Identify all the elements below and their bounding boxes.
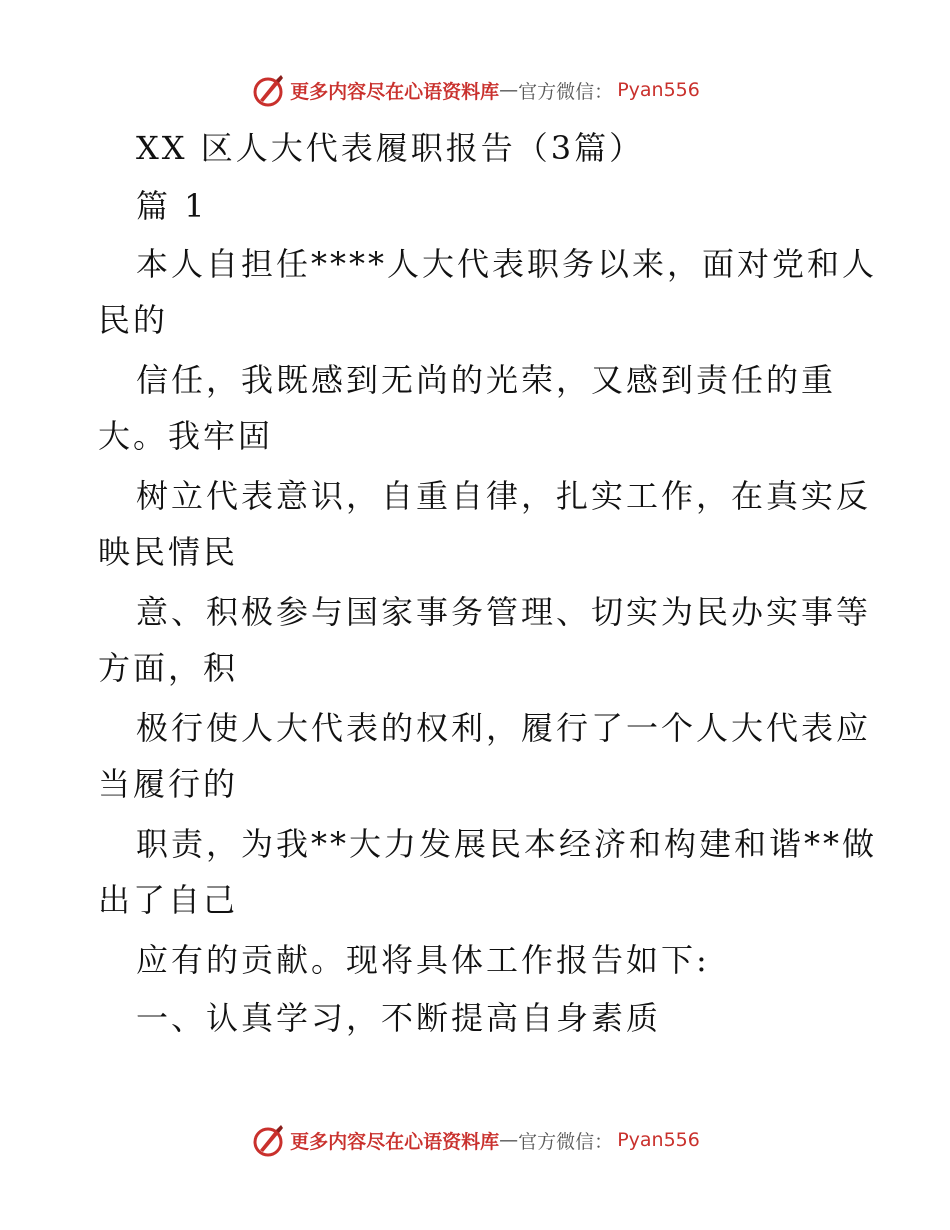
body-line: 本人自担任****人大代表职务以来，面对党和人 xyxy=(136,245,878,283)
body-line: 职责，为我**大力发展民本经济和构建和谐**做 xyxy=(136,825,878,863)
body-line: 意、积极参与国家事务管理、切实为民办实事等 xyxy=(136,593,872,631)
watermark-wechat-id: Pyan556 xyxy=(617,79,700,101)
footer-watermark xyxy=(0,1120,950,1160)
body-line: 树立代表意识，自重自律，扎实工作，在真实反 xyxy=(136,477,872,515)
body-line: 大。我牢固 xyxy=(98,417,274,455)
watermark-brand: 更多内容尽在心语资料库 xyxy=(290,80,500,103)
document-title: XX 区人大代表履职报告（3篇） xyxy=(136,129,645,167)
watermark-label: 官方微信： xyxy=(518,1130,614,1153)
body-line: 出了自己 xyxy=(98,881,239,919)
watermark-wechat-id: Pyan556 xyxy=(617,1129,700,1151)
body-line: 映民情民 xyxy=(98,533,239,571)
watermark-separator: — xyxy=(499,1129,519,1151)
body-line: 当履行的 xyxy=(98,765,239,803)
watermark-brand: 更多内容尽在心语资料库 xyxy=(290,1130,500,1153)
section-heading: 篇 1 xyxy=(136,187,208,225)
watermark-separator: — xyxy=(499,79,519,101)
body-line: 极行使人大代表的权利，履行了一个人大代表应 xyxy=(136,709,872,747)
watermark-label: 官方微信： xyxy=(518,80,614,103)
body-line: 一、认真学习，不断提高自身素质 xyxy=(136,999,662,1037)
body-line: 方面，积 xyxy=(98,649,239,687)
body-line: 应有的贡献。现将具体工作报告如下: xyxy=(136,941,710,979)
header-watermark xyxy=(0,70,950,110)
body-line: 民的 xyxy=(98,301,169,339)
quill-logo-icon xyxy=(250,1122,286,1158)
quill-logo-icon xyxy=(250,72,286,108)
body-line: 信任，我既感到无尚的光荣，又感到责任的重 xyxy=(136,361,837,399)
